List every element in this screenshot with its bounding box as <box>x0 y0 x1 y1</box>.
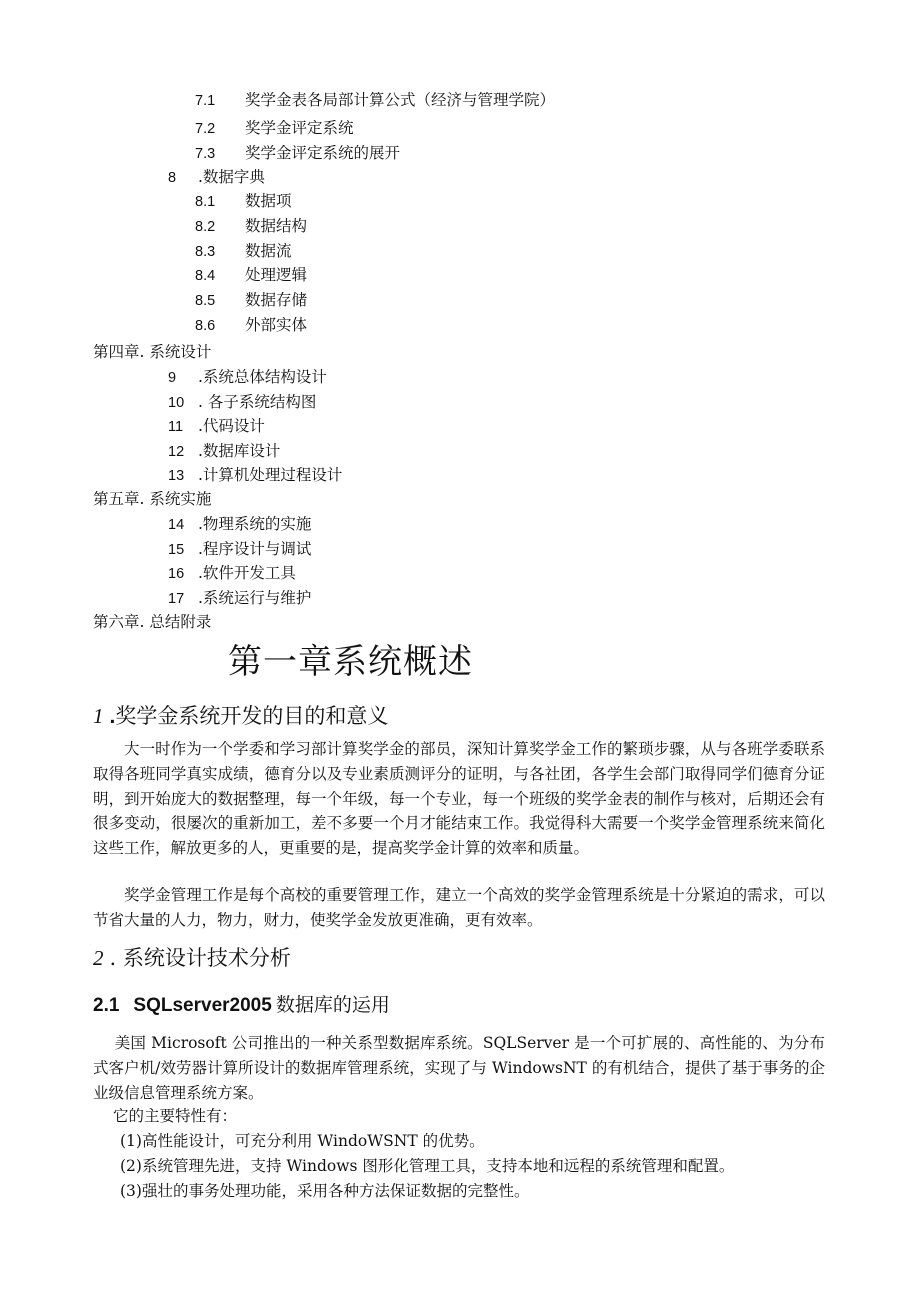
toc-chapter-5: 第五章. 系统实施 <box>93 490 212 508</box>
section-1-heading: 1 .奖学金系统开发的目的和意义 <box>93 704 389 728</box>
section-2-1-heading: 2.1 SQLserver2005 数据库的运用 <box>93 994 390 1016</box>
toc-item-8-5: 8.5 数据存储 <box>195 291 308 309</box>
section-1-paragraph-2: 奖学金管理工作是每个高校的重要管理工作，建立一个高效的奖学金管理系统是十分紧迫的需求，可以节省大量的人力，物力，财力，使奖学金发放更准确，更有效率。 <box>93 886 825 929</box>
toc-chapter-4: 第四章. 系统设计 <box>93 343 212 361</box>
toc-section-13: 13 .计算机处理过程设计 <box>168 466 343 484</box>
toc-section-8: 8 .数据字典 <box>168 168 265 186</box>
toc-section-14: 14 .物理系统的实施 <box>168 515 312 533</box>
toc-section-15: 15 .程序设计与调试 <box>168 540 312 558</box>
section-1-paragraph-1: 大一时作为一个学委和学习部计算奖学金的部员，深知计算奖学金工作的繁琐步骤，从与各班学委联系取得各班同学真实成绩，德育分以及专业素质测评分的证明，与各社团，各学生会部门取得同学们德育分证明，到开始庞大的数据整理，每一个年级，每一个专业，每一个班级的奖学金表的制作与核对，后期还会有很多变动，很屡次的重新加工，差不多要一个月才能结束工作。我觉得科大需要一个奖学金管理系统来简化这些工作，解放更多的人，更重要的是，提高奖学金计算的效率和质量。 <box>93 740 825 858</box>
feature-item: (3)强壮的事务处理功能，采用各种方法保证数据的完整性。 <box>120 1182 530 1200</box>
toc-item-8-6: 8.6 外部实体 <box>195 316 308 334</box>
feature-item: (1)高性能设计，可充分利用 WindoWSNT 的优势。 <box>120 1132 485 1150</box>
section-2-1-paragraph: 美国 Microsoft 公司推出的一种关系型数据库系统。SQLServer 是一个可扩展的、高性能的、为分布式客户机/效劳器计算所设计的数据库管理系统，实现了与 WindowsNT 的有机结合，提供了基于事务的企业级信息管理系统方案。 <box>93 1034 825 1102</box>
section-number: 1 <box>93 704 104 728</box>
toc-item-7-1: 7.1 奖学金表各局部计算公式（经济与管理学院） <box>195 91 556 109</box>
toc-section-10: 10 . 各子系统结构图 <box>168 393 317 411</box>
toc-section-12: 12 .数据库设计 <box>168 442 281 460</box>
toc-chapter-6: 第六章. 总结附录 <box>93 613 212 631</box>
toc-item-7-2: 7.2 奖学金评定系统 <box>195 119 354 137</box>
toc-section-16: 16 .软件开发工具 <box>168 564 296 582</box>
feature-item: (2)系统管理先进，支持 Windows 图形化管理工具，支持本地和远程的系统管理和配置。 <box>120 1157 735 1175</box>
chapter-title: 第一章系统概述 <box>228 642 473 682</box>
features-lead: 它的主要特性有： <box>113 1107 238 1125</box>
toc-item-7-3: 7.3 奖学金评定系统的展开 <box>195 144 401 162</box>
toc-item-8-4: 8.4 处理逻辑 <box>195 266 308 284</box>
toc-section-11: 11 .代码设计 <box>168 417 265 435</box>
section-number: 2 <box>93 946 104 970</box>
toc-item-8-3: 8.3 数据流 <box>195 242 292 260</box>
toc-section-17: 17 .系统运行与维护 <box>168 589 312 607</box>
section-2-heading: 2 . 系统设计技术分析 <box>93 946 291 970</box>
toc-section-9: 9 .系统总体结构设计 <box>168 368 327 386</box>
toc-item-8-1: 8.1 数据项 <box>195 192 292 210</box>
toc-item-8-2: 8.2 数据结构 <box>195 217 308 235</box>
